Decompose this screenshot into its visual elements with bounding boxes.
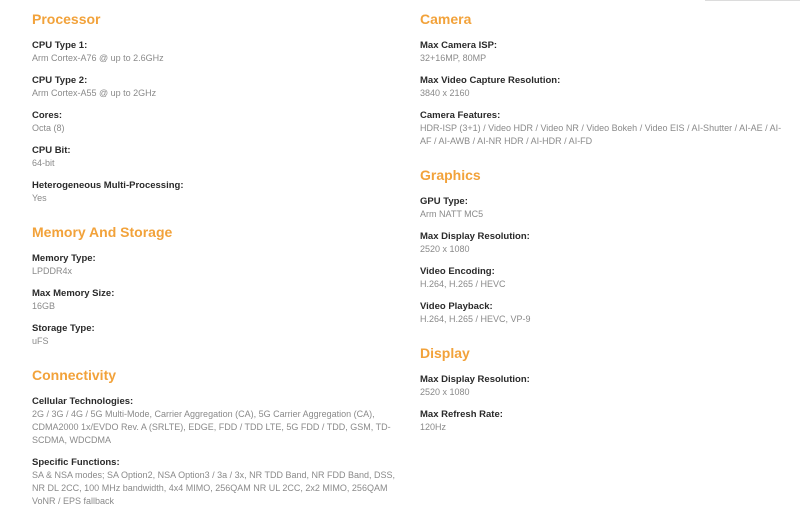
spec-memory-type — [32, 252, 407, 278]
spec-graphics-max-display-resolution — [420, 230, 792, 256]
camera-section — [420, 10, 792, 148]
top-divider — [705, 0, 800, 1]
spec-label: Camera Features: — [420, 110, 501, 121]
spec-value: HDR-ISP (3+1) / Video HDR / Video NR / Video Bokeh / Video EIS / AI-Shutter / AI-AE / AI-AF / AI-AWB / AI-NR HDR / AI-HDR / AI-FD — [420, 123, 782, 146]
spec-label: Max Display Resolution: — [420, 231, 530, 242]
spec-label: Heterogeneous Multi-Processing: — [32, 180, 184, 191]
graphics-heading: Graphics — [420, 167, 481, 183]
spec-specific-functions — [32, 456, 407, 508]
spec-gpu-type — [420, 195, 792, 221]
spec-label: Cores: — [32, 110, 63, 121]
spec-label: CPU Type 2: — [32, 75, 88, 86]
spec-display-max-resolution — [420, 373, 792, 399]
spec-value: Yes — [32, 193, 47, 203]
spec-label: Max Display Resolution: — [420, 374, 530, 385]
spec-label: Max Memory Size: — [32, 288, 115, 299]
spec-value: 2G / 3G / 4G / 5G Multi-Mode, Carrier Aggregation (CA), 5G Carrier Aggregation (CA), CDMA2000 1x/EVDO Rev. A (SRLTE), EDGE, FDD / TDD LTE, 5G FDD / TDD, GSM, TD-SCDMA, WDCDMA — [32, 409, 391, 445]
spec-value: SA & NSA modes; SA Option2, NSA Option3 / 3a / 3x, NR TDD Band, NR FDD Band, DSS, NR DL 2CC, 100 MHz bandwidth, 4x4 MIMO, 256QAM NR UL 2CC, 2x2 MIMO, 256QAM VoNR / EPS fallback — [32, 470, 395, 506]
spec-max-memory-size — [32, 287, 407, 313]
spec-label: Storage Type: — [32, 323, 95, 334]
spec-value: 64-bit — [32, 158, 55, 168]
right-column — [420, 10, 792, 452]
spec-value: 120Hz — [420, 422, 447, 432]
spec-video-playback — [420, 300, 792, 326]
spec-cellular-technologies — [32, 395, 407, 447]
spec-video-encoding — [420, 265, 792, 291]
spec-hmp — [32, 179, 407, 205]
spec-label: Max Refresh Rate: — [420, 409, 503, 420]
memory-storage-section — [32, 223, 407, 348]
processor-section — [32, 10, 407, 205]
spec-value: uFS — [32, 336, 49, 346]
spec-camera-features — [420, 109, 792, 148]
spec-value: H.264, H.265 / HEVC — [420, 279, 506, 289]
camera-heading: Camera — [420, 11, 472, 27]
memory-storage-heading: Memory And Storage — [32, 224, 173, 240]
spec-label: Video Playback: — [420, 301, 493, 312]
spec-value: Octa (8) — [32, 123, 65, 133]
spec-value: H.264, H.265 / HEVC, VP-9 — [420, 314, 531, 324]
display-section — [420, 344, 792, 434]
spec-cpu-type-1 — [32, 39, 407, 65]
spec-value: Arm Cortex-A55 @ up to 2GHz — [32, 88, 157, 98]
connectivity-heading: Connectivity — [32, 367, 117, 383]
spec-value: Arm NATT MC5 — [420, 209, 484, 219]
spec-label: CPU Type 1: — [32, 40, 88, 51]
connectivity-section — [32, 366, 407, 508]
graphics-section — [420, 166, 792, 326]
spec-label: Max Video Capture Resolution: — [420, 75, 561, 86]
processor-heading: Processor — [32, 11, 101, 27]
spec-value: 2520 x 1080 — [420, 387, 470, 397]
display-heading: Display — [420, 345, 470, 361]
spec-storage-type — [32, 322, 407, 348]
spec-value: 32+16MP, 80MP — [420, 53, 487, 63]
spec-label: CPU Bit: — [32, 145, 71, 156]
spec-cpu-bit — [32, 144, 407, 170]
spec-value: Arm Cortex-A76 @ up to 2.6GHz — [32, 53, 164, 63]
spec-label: Video Encoding: — [420, 266, 495, 277]
spec-label: Memory Type: — [32, 253, 96, 264]
spec-max-refresh-rate — [420, 408, 792, 434]
spec-value: LPDDR4x — [32, 266, 73, 276]
spec-value: 3840 x 2160 — [420, 88, 470, 98]
spec-label: Cellular Technologies: — [32, 396, 134, 407]
spec-max-camera-isp — [420, 39, 792, 65]
spec-cpu-type-2 — [32, 74, 407, 100]
spec-label: GPU Type: — [420, 196, 468, 207]
spec-cores — [32, 109, 407, 135]
spec-max-video-capture — [420, 74, 792, 100]
spec-value: 2520 x 1080 — [420, 244, 470, 254]
spec-label: Max Camera ISP: — [420, 40, 498, 51]
spec-label: Specific Functions: — [32, 457, 120, 468]
left-column — [32, 10, 407, 526]
spec-value: 16GB — [32, 301, 56, 311]
